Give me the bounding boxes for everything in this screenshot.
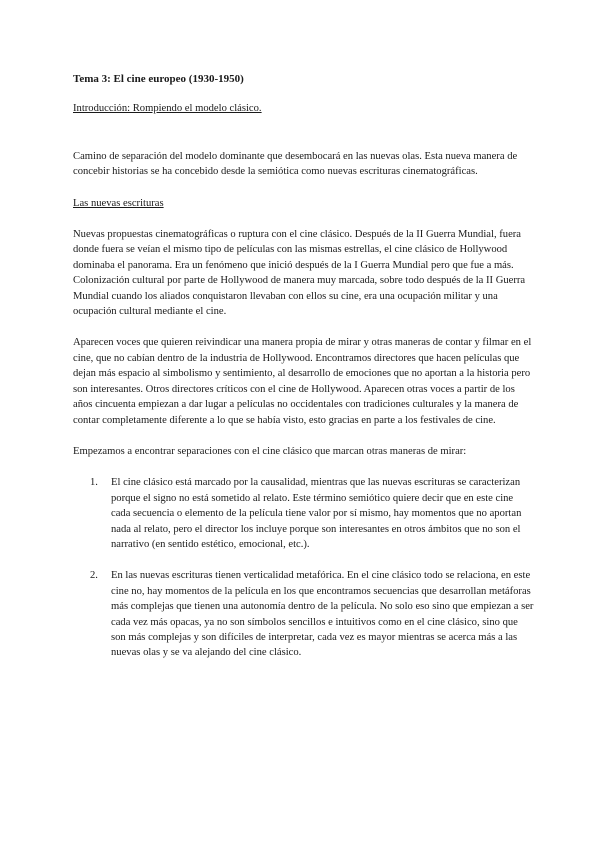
body-paragraph-1: Nuevas propuestas cinematográficas o ruptura con el cine clásico. Después de la II Guerra Mundial, fuera donde fuera se veían el mismo tipo de películas con las mismas estrellas, el cine clásico de Hollywood dominaba el panorama. Era un fenómeno que inició después de la I Guerra Mundial pero que fue a más. Colonización cultural por parte de Hollywood de manera muy marcada, sobre todo después de la II Guerra Mundial cuando los aliados conquistaron llevaban con ellos su cine, era una ocupación militar y una ocupación cultural mediante el cine. xyxy=(73,229,526,318)
intro-heading: Introducción: Rompiendo el modelo clásico. xyxy=(73,103,262,115)
numbered-list xyxy=(73,475,535,660)
section-heading: Las nuevas escrituras xyxy=(73,197,164,209)
intro-paragraph: Camino de separación del modelo dominante que desembocará en las nuevas olas. Esta nueva manera de concebir historias se ha concebido desde la semiótica como nuevas escrituras cinematográficas. xyxy=(73,150,518,178)
body-paragraph-3: Empezamos a encontrar separaciones con el cine clásico que marcan otras maneras de mirar: xyxy=(73,445,467,457)
list-item-number: 2. xyxy=(90,570,98,582)
list-item xyxy=(73,475,535,552)
list-item xyxy=(73,568,535,660)
body-paragraph-2: Aparecen voces que quieren reivindicar una manera propia de mirar y otras maneras de contar y filmar en el cine, que no cabían dentro de la industria de Hollywood. Encontramos directores que hacen películas que dejan más espacio al simbolismo y sentimiento, al desarrollo de emociones que no aportan a la historia pero son interesantes. Otros directores críticos con el cine de Hollywood. Aparecen otras voces a partir de los años cincuenta empiezan a dar lugar a películas no occidentales con tradiciones culturales y la manera de contar completamente diferente a lo que se había visto, esto gracias en parte a los festivales de cine. xyxy=(73,337,532,426)
list-item-number: 1. xyxy=(90,477,98,489)
document-page xyxy=(73,72,535,677)
document-title: Tema 3: El cine europeo (1930-1950) xyxy=(73,73,244,85)
list-item-text: En las nuevas escrituras tienen verticalidad metafórica. En el cine clásico todo se relaciona, en este cine no, hay momentos de la película en los que encontramos secuencias que desarrollan metáforas más complejas que tienen una autonomía dentro de la película. No solo eso sino que empiezan a ser cada vez más opacas, ya no son símbolos sencillos e intuitivos como en el cine clásico, sino que son más complejas y son difíciles de interpretar, cada vez es mayor mientras se acerca más a las nuevas olas y se va alejando del cine clásico. xyxy=(111,570,534,659)
list-item-text: El cine clásico está marcado por la causalidad, mientras que las nuevas escrituras se caracterizan porque el signo no está sometido al relato. Este término semiótico quiere decir que en este cine cada secuencia o elemento de la película tiene valor por sí mismo, hay momentos que no aportan nada al relato, pero el director los incluye porque son interesantes en otros ámbitos que no son el narrativo (en sentido estético, emocional, etc.). xyxy=(111,477,522,550)
